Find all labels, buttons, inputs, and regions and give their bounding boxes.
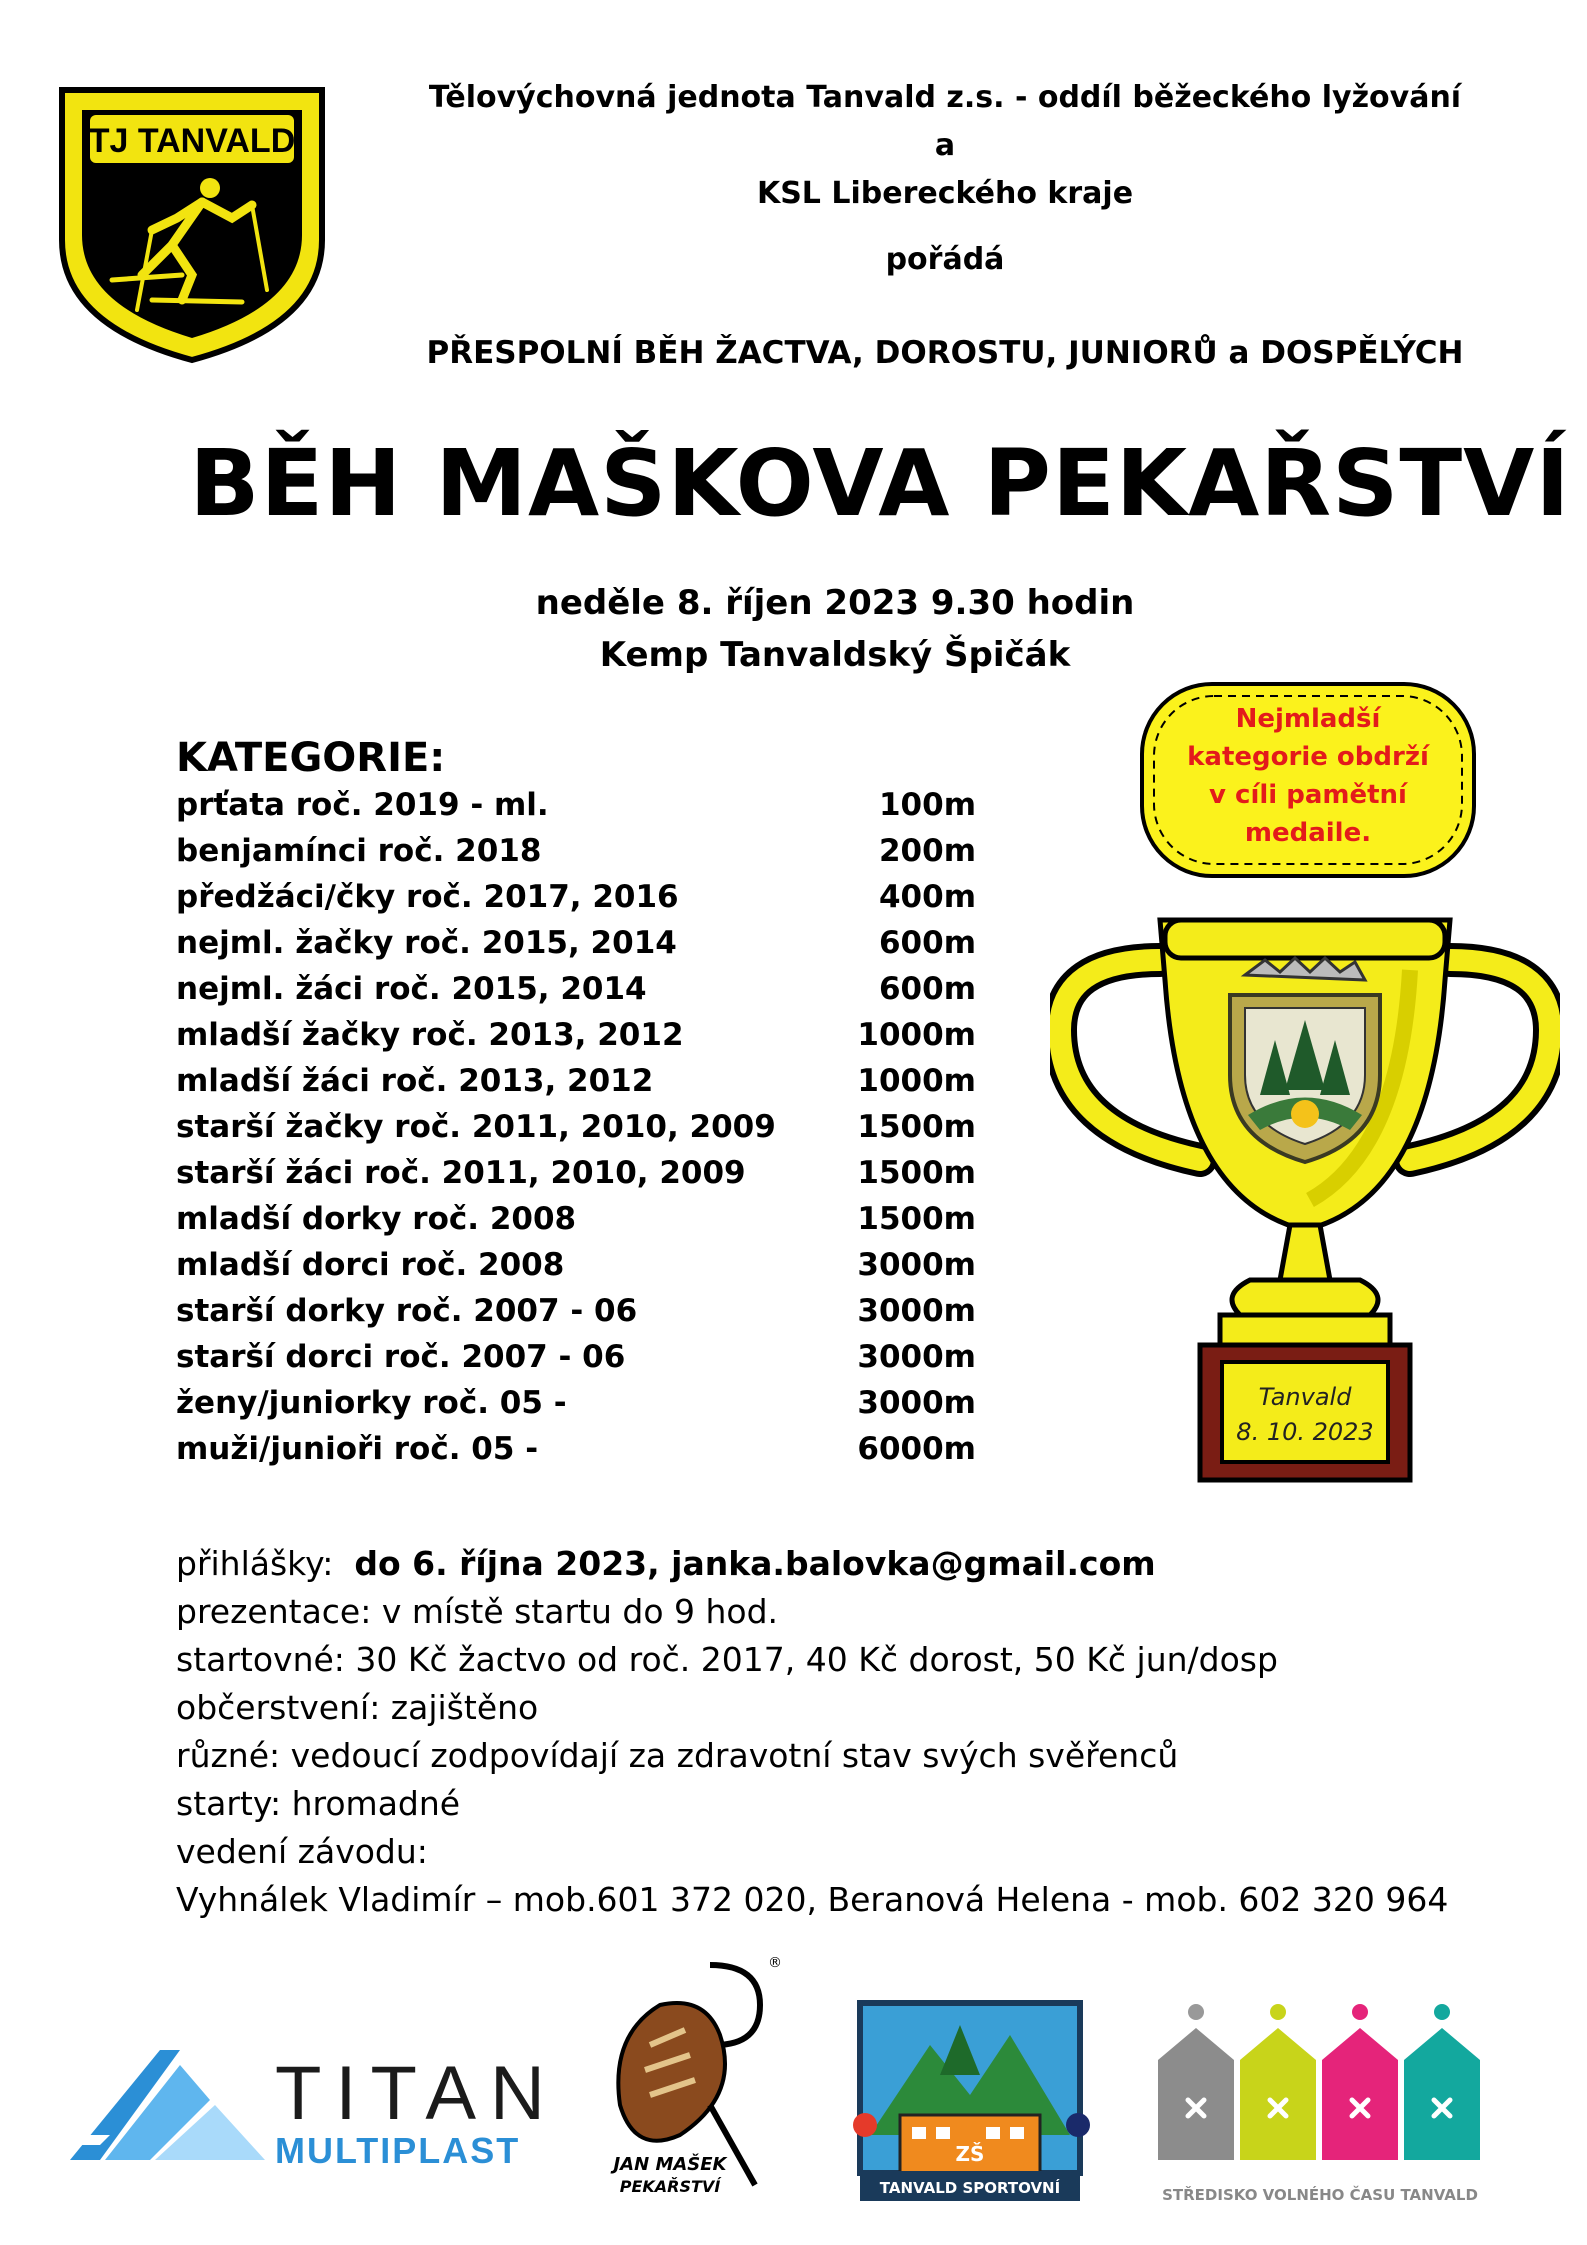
masek-line2: PEKAŘSTVÍ (619, 2177, 721, 2196)
category-row (176, 1012, 976, 1058)
presentation-line: prezentace: v místě startu do 9 hod. (176, 1592, 779, 1631)
misc-line: různé: vedoucí zodpovídají za zdravotní stav svých svěřenců (176, 1736, 1179, 1775)
category-row (176, 828, 976, 874)
category-name: nejml. žáci roč. 2015, 2014 (176, 971, 647, 1007)
starts-line: starty: hromadné (176, 1784, 461, 1823)
co-organizer-line: KSL Libereckého kraje (756, 176, 1134, 211)
category-row (176, 1104, 976, 1150)
registration-value: do 6. října 2023, janka.balovka@gmail.com (354, 1544, 1156, 1583)
jan-masek-bakery-logo (590, 1945, 790, 2205)
category-distance: 3000m (857, 1247, 976, 1283)
info-section (176, 1540, 1556, 1924)
event-subtitle: PŘESPOLNÍ BĚH ŽACTVA, DOROSTU, JUNIORŮ a DOSPĚLÝCH (426, 335, 1464, 371)
category-distance: 400m (878, 879, 976, 915)
category-row (176, 966, 976, 1012)
category-row (176, 1058, 976, 1104)
medal-note-line: medaile. (1244, 818, 1372, 848)
zs-line2: TANVALD SPORTOVNÍ (879, 2179, 1061, 2197)
category-name: ženy/juniorky roč. 05 - (176, 1385, 567, 1421)
category-row (176, 1426, 976, 1472)
management-label: vedení závodu: (176, 1832, 428, 1871)
category-name: mladší dorky roč. 2008 (176, 1201, 577, 1237)
medal-note-line: kategorie obdrží (1187, 742, 1429, 772)
category-distance: 1500m (857, 1109, 976, 1145)
medal-note-text (1148, 700, 1468, 852)
categories-heading: KATEGORIE: (176, 735, 446, 781)
category-row (176, 874, 976, 920)
registration-label: přihlášky: (176, 1544, 334, 1583)
category-name: starší dorci roč. 2007 - 06 (176, 1339, 626, 1375)
category-row (176, 1288, 976, 1334)
titan-logo-icon (70, 2040, 270, 2170)
category-row (176, 1150, 976, 1196)
event-location: Kemp Tanvaldský Špičák (599, 635, 1071, 675)
svg-text:®: ® (768, 1955, 782, 1971)
category-row (176, 1196, 976, 1242)
category-row (176, 1242, 976, 1288)
logo-text: TJ TANVALD (88, 122, 296, 160)
fee-line: startovné: 30 Kč žactvo od roč. 2017, 40 Kč dorost, 50 Kč jun/dosp (176, 1640, 1278, 1679)
organizes-line: pořádá (885, 242, 1005, 277)
masek-line1: JAN MAŠEK (613, 2154, 727, 2175)
category-row (176, 1334, 976, 1380)
trophy-image (1050, 900, 1560, 1490)
tj-tanvald-logo (42, 70, 342, 370)
category-distance: 200m (878, 833, 976, 869)
category-name: prťata roč. 2019 - ml. (176, 787, 549, 823)
category-name: mladší dorci roč. 2008 (176, 1247, 565, 1283)
category-name: benjamínci roč. 2018 (176, 833, 542, 869)
category-distance: 1000m (857, 1063, 976, 1099)
event-datetime: neděle 8. říjen 2023 9.30 hodin (535, 583, 1135, 623)
titan-subtitle: MULTIPLAST (275, 2130, 521, 2171)
trophy-plate-line: 8. 10. 2023 (1236, 1418, 1374, 1446)
category-distance: 3000m (857, 1293, 976, 1329)
category-distance: 100m (878, 787, 976, 823)
zs-line1: ZŠ (955, 2142, 985, 2166)
organizer-conjunction: a (934, 128, 956, 163)
category-name: starší žáci roč. 2011, 2010, 2009 (176, 1155, 746, 1191)
category-name: mladší žačky roč. 2013, 2012 (176, 1017, 684, 1053)
category-distance: 600m (878, 925, 976, 961)
organizer-line: Tělovýchovná jednota Tanvald z.s. - oddíl běžeckého lyžování (428, 80, 1462, 115)
category-distance: 1500m (857, 1155, 976, 1191)
category-row (176, 1380, 976, 1426)
trophy-plate-line: Tanvald (1258, 1383, 1352, 1411)
category-row (176, 920, 976, 966)
category-distance: 1500m (857, 1201, 976, 1237)
event-title: BĚH MAŠKOVA PEKAŘSTVÍ (189, 430, 1571, 537)
category-name: starší dorky roč. 2007 - 06 (176, 1293, 638, 1329)
registration-line (176, 1540, 1556, 1588)
contacts-line: Vyhnálek Vladimír – mob.601 372 020, Beranová Helena - mob. 602 320 964 (176, 1880, 1449, 1919)
category-name: předžáci/čky roč. 2017, 2016 (176, 879, 679, 915)
medal-note-line: v cíli pamětní (1209, 780, 1407, 810)
category-name: nejml. žačky roč. 2015, 2014 (176, 925, 677, 961)
category-row (176, 782, 976, 828)
category-distance: 600m (878, 971, 976, 1007)
category-name: starší žačky roč. 2011, 2010, 2009 (176, 1109, 776, 1145)
medal-note-line: Nejmladší (1235, 704, 1381, 734)
category-distance: 6000m (857, 1431, 976, 1467)
category-distance: 3000m (857, 1339, 976, 1375)
svc-tanvald-logo (1150, 2000, 1490, 2210)
category-name: mladší žáci roč. 2013, 2012 (176, 1063, 654, 1099)
categories-table (176, 782, 976, 1472)
category-name: muži/junioři roč. 05 - (176, 1431, 539, 1467)
category-distance: 1000m (857, 1017, 976, 1053)
category-distance: 3000m (857, 1385, 976, 1421)
zs-tanvald-logo (840, 1985, 1100, 2205)
titan-name: TITAN (275, 2051, 559, 2136)
refreshments-line: občerstvení: zajištěno (176, 1688, 539, 1727)
svc-name: STŘEDISKO VOLNÉHO ČASU TANVALD (1162, 2186, 1478, 2204)
